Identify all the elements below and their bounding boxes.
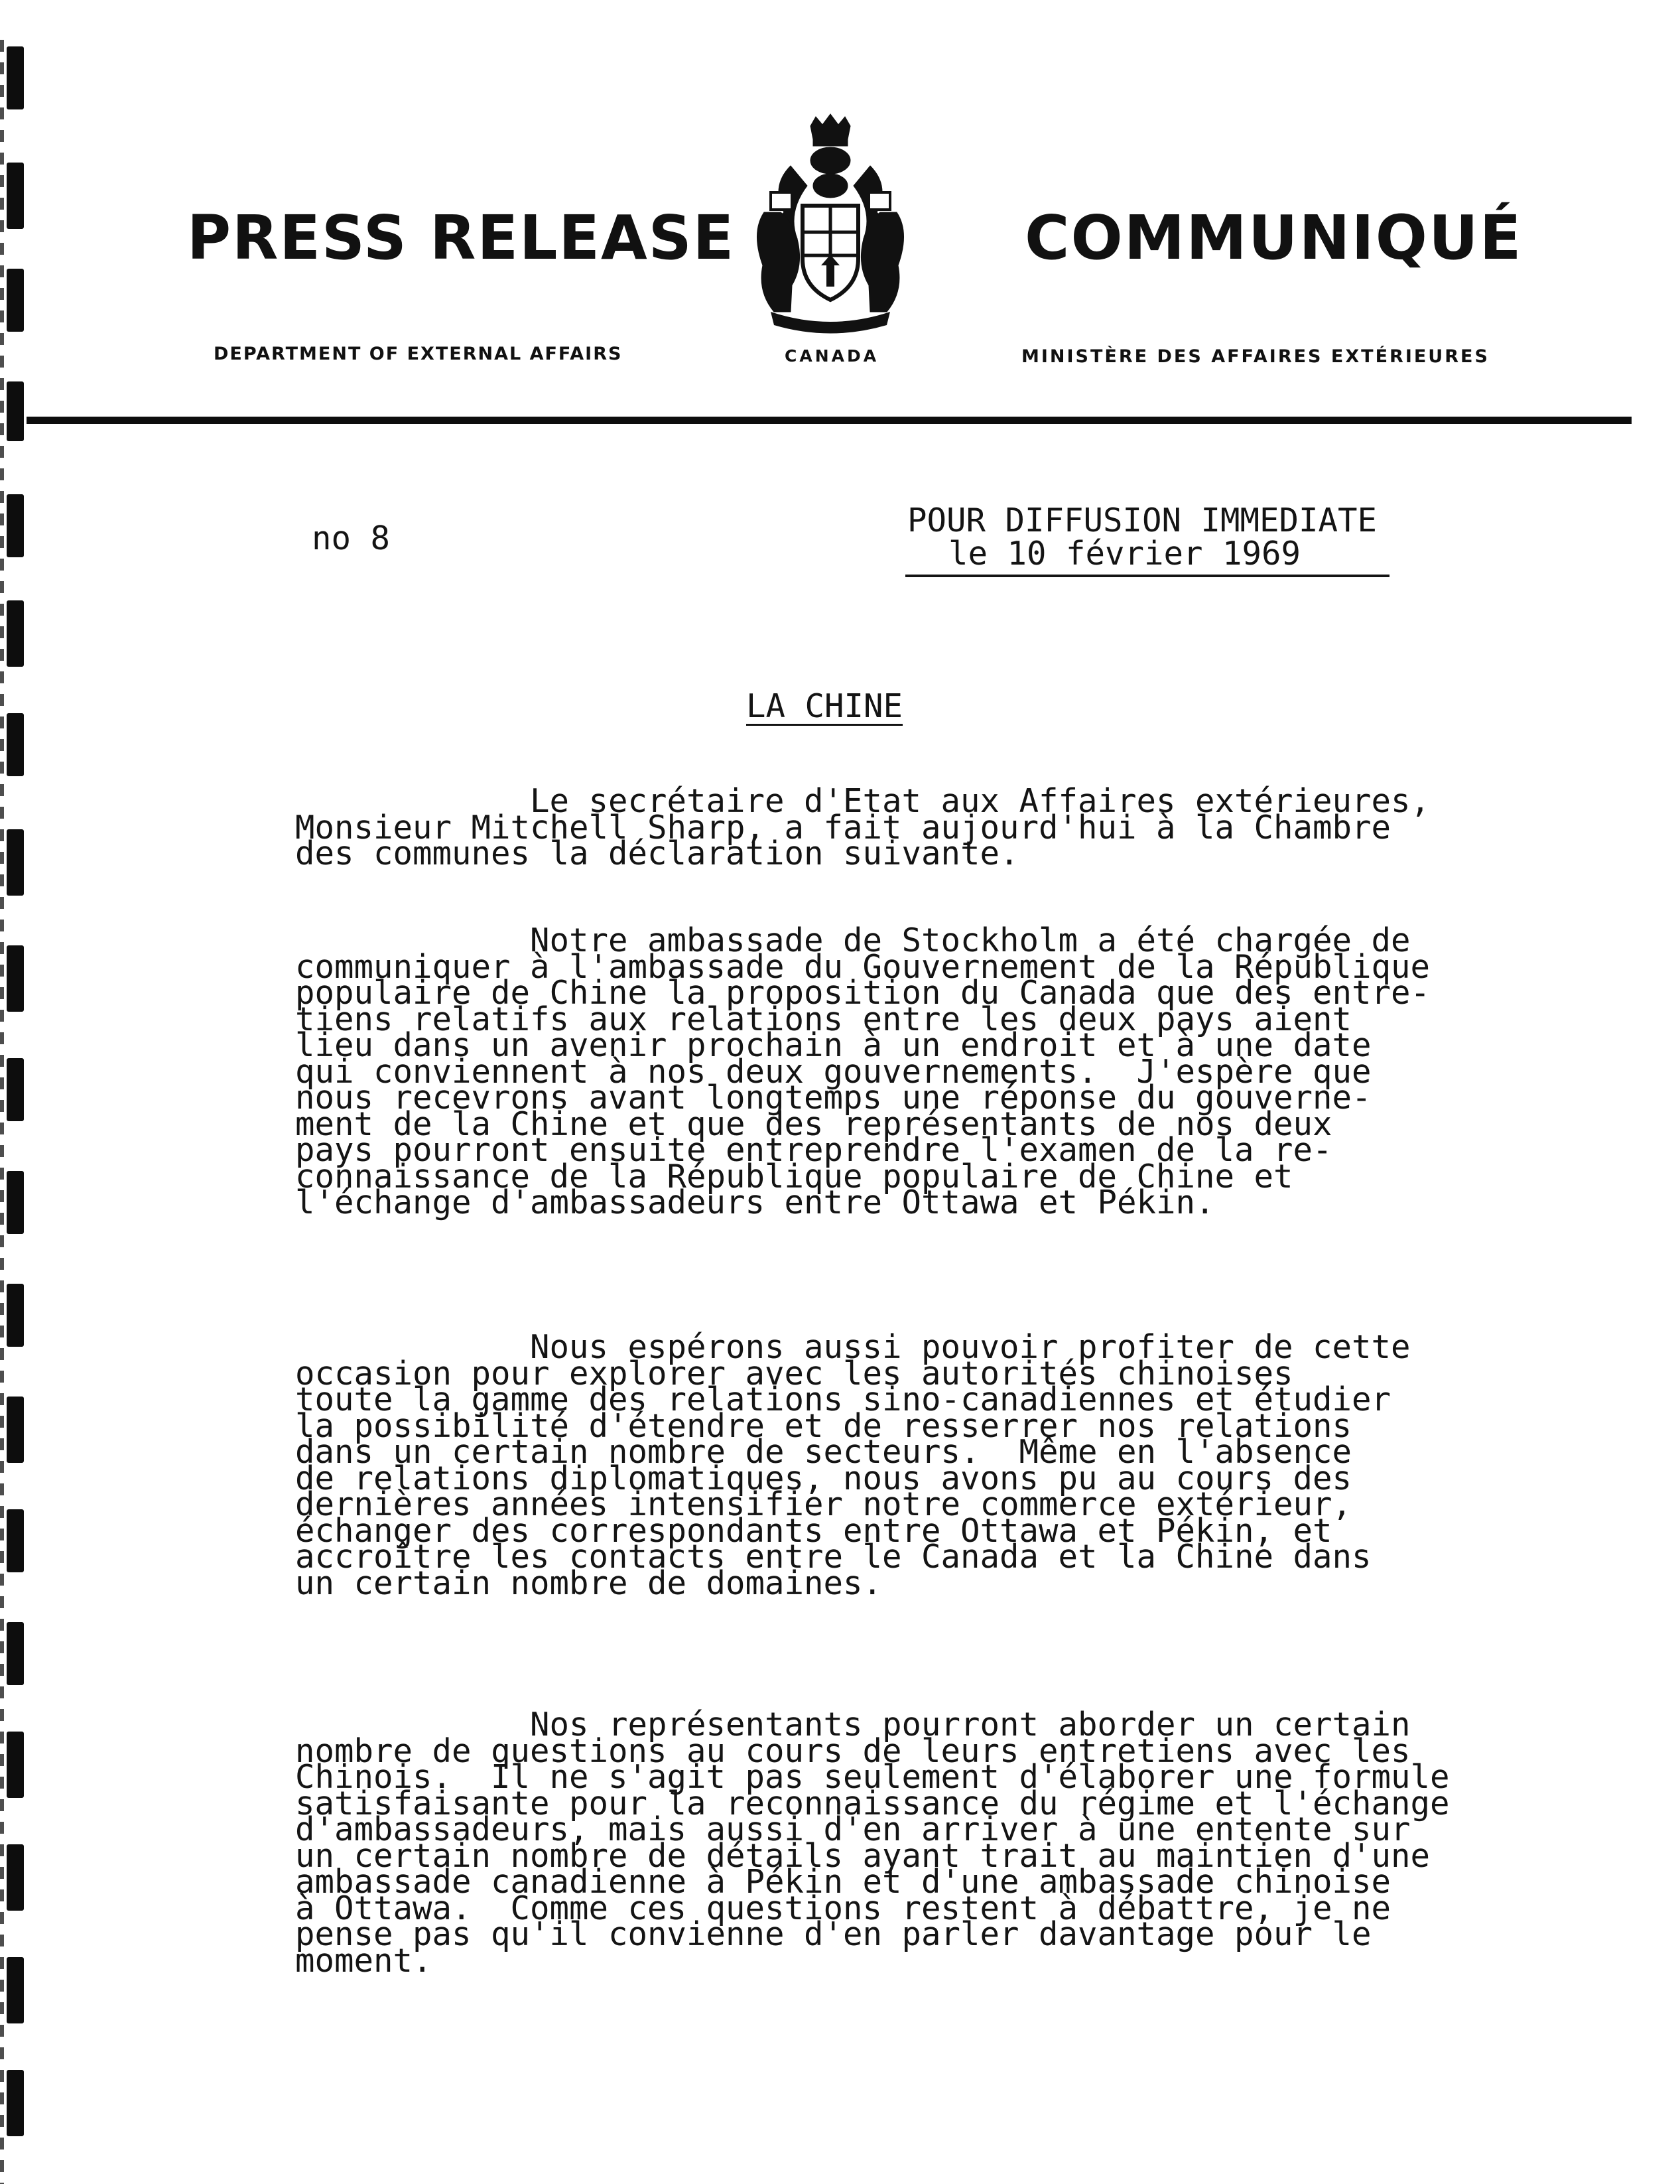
binding-mark: [7, 381, 24, 441]
canada-coat-of-arms-icon: [744, 113, 917, 338]
binding-mark: [7, 494, 24, 557]
release-notice: POUR DIFFUSION IMMEDIATE: [907, 502, 1378, 539]
communique-title: COMMUNIQUÉ: [1025, 202, 1523, 273]
binding-mark: [7, 713, 24, 776]
binding-mark: [7, 1509, 24, 1572]
body-paragraph: Notre ambassade de Stockholm a été chargée de communiquer à l'ambassade du Gouvernement de la République populaire de Chine la proposition du Canada que des entre- tiens relatifs aux relations entre les deux pays aient lieu dans un avenir prochain à un endroit et à une date qui conviennent à nos deux gouvernements. J'espère que nous recevrons avant longtemps une réponse du gouverne- ment de la Chine et que des représentants de nos deux pays pourront ensuite entreprendre l'examen de la re- connaissance de la République populaire de Chine et l'échange d'ambassadeurs entre Ottawa et Pékin.: [295, 921, 1431, 1221]
date-underline: [905, 575, 1389, 577]
country-label: CANADA: [785, 346, 879, 366]
press-release-title: PRESS RELEASE: [187, 202, 736, 273]
binding-mark: [7, 269, 24, 332]
department-name-english: DEPARTMENT OF EXTERNAL AFFAIRS: [214, 344, 623, 364]
document-title: LA CHINE: [746, 687, 903, 725]
header-divider: [27, 417, 1632, 424]
binding-mark: [7, 1058, 24, 1121]
binding-mark: [7, 945, 24, 1012]
binding-mark: [7, 163, 24, 229]
binding-mark: [7, 829, 24, 896]
binding-mark: [7, 600, 24, 667]
body-paragraph: Nous espérons aussi pouvoir profiter de cette occasion pour explorer avec les autorités chinoises toute la gamme des relations sino-canadiennes et étudier la possibilité d'étendre et de resserrer nos relations dans un certain nombre de secteurs. Même en l'absence de relations diplomatiques, nous avons pu au cours des dernières années intensifier notre commerce extérieur, échanger des correspondants entre Ottawa et Pékin, et accroître les contacts entre le Canada et la Chine dans un certain nombre de domaines.: [295, 1328, 1411, 1602]
body-paragraph: Nos représentants pourront aborder un certain nombre de questions au cours de leurs entretiens avec les Chinois. Il ne s'agit pas seulement d'élaborer une formule satisfaisante pour la reconnaissance du régime et l'échange d'ambassadeurs, mais aussi d'en arriver à une entente sur un certain nombre de détails ayant trait au maintien d'une ambassade canadienne à Pékin et d'une ambassade chinoise à Ottawa. Comme ces questions restent à débattre, je ne pense pas qu'il convienne d'en parler davantage pour le moment.: [295, 1706, 1450, 1980]
binding-mark: [7, 1397, 24, 1463]
intro-paragraph: Le secrétaire d'Etat aux Affaires extérieures, Monsieur Mitchell Sharp, a fait aujourd'hui à la Chambre des communes la déclaration suivante.: [295, 782, 1431, 872]
binding-mark: [7, 46, 24, 109]
binding-mark: [7, 1957, 24, 2023]
binding-mark: [7, 1622, 24, 1685]
release-number: no 8: [312, 519, 391, 557]
binding-mark: [7, 1171, 24, 1234]
binding-mark: [7, 1284, 24, 1347]
release-date: le 10 février 1969: [948, 535, 1301, 573]
department-name-french: MINISTÈRE DES AFFAIRES EXTÉRIEURES: [1021, 346, 1490, 367]
binding-mark: [7, 1844, 24, 1911]
binding-mark: [7, 2070, 24, 2136]
binding-mark: [7, 1732, 24, 1798]
binding-edge: [0, 40, 4, 2184]
